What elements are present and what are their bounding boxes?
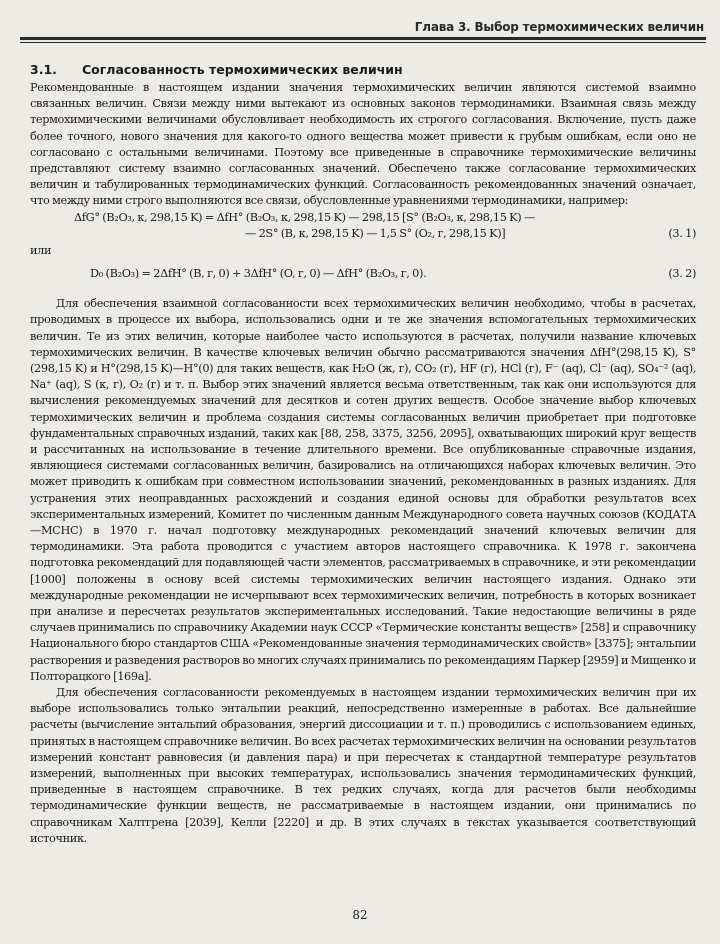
equation-number-3-1: (3. 1) [668,226,696,240]
header-rule-thick [20,37,706,40]
equation-3-1-line-1 [30,210,696,226]
spacer [30,282,696,296]
running-header: Глава 3. Выбор термохимических величин [414,20,704,34]
equation-number-3-2: (3. 2) [668,267,696,280]
equation-3-1-expression-1: ΔfG° (B₂O₃, к, 298,15 K) = ΔfH° (B₂O₃, к, 298,15 K) — 298,15 [S° (B₂O₃, к, 298,15 K) — [74,210,535,224]
section-heading [30,62,403,77]
page-number: 82 [352,908,368,922]
section-title: Согласованность термохимических величин [82,62,403,77]
paragraph-3: Для обеспечения согласованности рекомендуемых в настоящем издании термохимических величин при их выборе использовались только энтальпии реакций, непосредственно измеренные в работах. Все дальнейшие расчеты (вычисление энтальпий образования, энергий диссоциации и т. п.) проводились с использованием единых, принятых в настоящем справочнике величин. Во всех расчетах термохимических величин на основании результатов измерений констант равновесия (и давления пара) и при пересчетах к стандартной температуре результатов измерений, выполненных при высоких температурах, использовались значения термодинамических функций, приведенные в настоящем справочнике. В тех редких случаях, когда для расчетов были необходимы термодинамические функции веществ, не рассматриваемые в настоящем издании, они принимались по справочникам Халтгрена [2039], Келли [2220] и др. В этих случаях в текстах указывается соответствующий источник. [30,686,696,845]
paragraph-2: Для обеспечения взаимной согласованности всех термохимических величин необходимо, чтобы в расчетах, проводимых в процессе их выбора, использовались одни и те же значения вспомогательных термохимических величин. Те из этих величин, которые наиболее часто используются в расчетах, получили название ключевых термохимических величин. В качестве ключевых величин обычно рассматриваются значения ΔfH°(298,15 K), S°(298,15 K) и H°(298,15 K)—H°(0) для таких веществ, как H₂O (ж, г), CO₂ (г), HF (г), HCl (г), F⁻ (aq), Cl⁻ (aq), SO₄⁻² (aq), Na⁺ (aq), S (к, г), O₂ (г) и т. п. Выбор этих значений является весьма ответственным, так как они используются для вычисления рекомендуемых значений для десятков и сотен других веществ. Особое значение выбор ключевых термохимических величин и проблема создания системы согласованных величин приобретает при подготовке фундаментальных справочных изданий, таких как [88, 258, 3375, 3256, 2095], охватывающих широкий круг веществ и рассчитанных на использование в течение длительного времени. Все опубликованные справочные издания, являющиеся системами согласованных величин, базировались на отличающихся наборах ключевых величин. Это может приводить к ошибкам при совместном использовании значений, рекомендованных в разных изданиях. Для устранения этих неоправданных расхождений и создания единой основы для обработки результатов всех экспериментальных измерений, Комитет по численным данным Международного совета научных союзов (КОДАТА—МСНС) в 1970 г. начал подготовку международных рекомендаций значений ключевых величин для термодинамики. Эта работа проводится с участием авторов настоящего справочника. К 1978 г. закончена подготовка рекомендаций для подавляющей части элементов, рассматриваемых в справочнике, и эти рекомендации [1000] положены в основу всей системы термохимических величин настоящего издания. Однако эти международные рекомендации не исчерпывают всех термохимических величин, потребность в которых возникает при анализе и пересчетах результатов экспериментальных исследований. Такие недостающие величины в ряде случаев принимались по справочнику Академии наук СССР «Термические константы веществ» [258] и справочнику Национального бюро стандартов США «Рекомендованные значения термодинамических свойств» [3375]; энтальпии растворения и разведения растворов во многих случаях принимались по рекомендациям Паркер [2959] и Мищенко и Полторацкого [169а]. [30,297,696,683]
body-text [30,80,696,847]
equation-3-2 [30,266,696,282]
paragraph-1: Рекомендованные в настоящем издании значения термохимических величин являются системой взаимно связанных величин. Связи между ними вытекают из основных законов термодинамики. Взаимная связь между термохимическими величинами обусловливает необходимость их строгого согласования. Включение, пусть даже более точного, нового значения для какого-то одного вещества может привести к грубым ошибкам, если оно не согласовано с остальными величинами. Поэтому все приведенные в справочнике термохимические величины представляют систему взаимно согласованных значений. Обеспечено также согласование термохимических величин и табулированных термодинамических функций. Согласованность рекомендованных значений означает, что между ними строго выполняются все связи, обусловленные уравнениями термодинамики, например: [30,81,696,208]
equation-3-1-line-2 [30,226,696,242]
header-rule-thin [20,42,706,43]
section-number: 3.1. [30,62,57,77]
equation-3-1-expression-2: — 2S° (B, к, 298,15 K) — 1,5 S° (O₂, г, 298,15 K)] [245,226,506,240]
or-word: или [30,244,52,257]
equation-3-2-expression: D₀ (B₂O₃) = 2ΔfH° (B, г, 0) + 3ΔfH° (O, г, 0) — ΔfH° (B₂O₃, г, 0). [90,267,427,280]
